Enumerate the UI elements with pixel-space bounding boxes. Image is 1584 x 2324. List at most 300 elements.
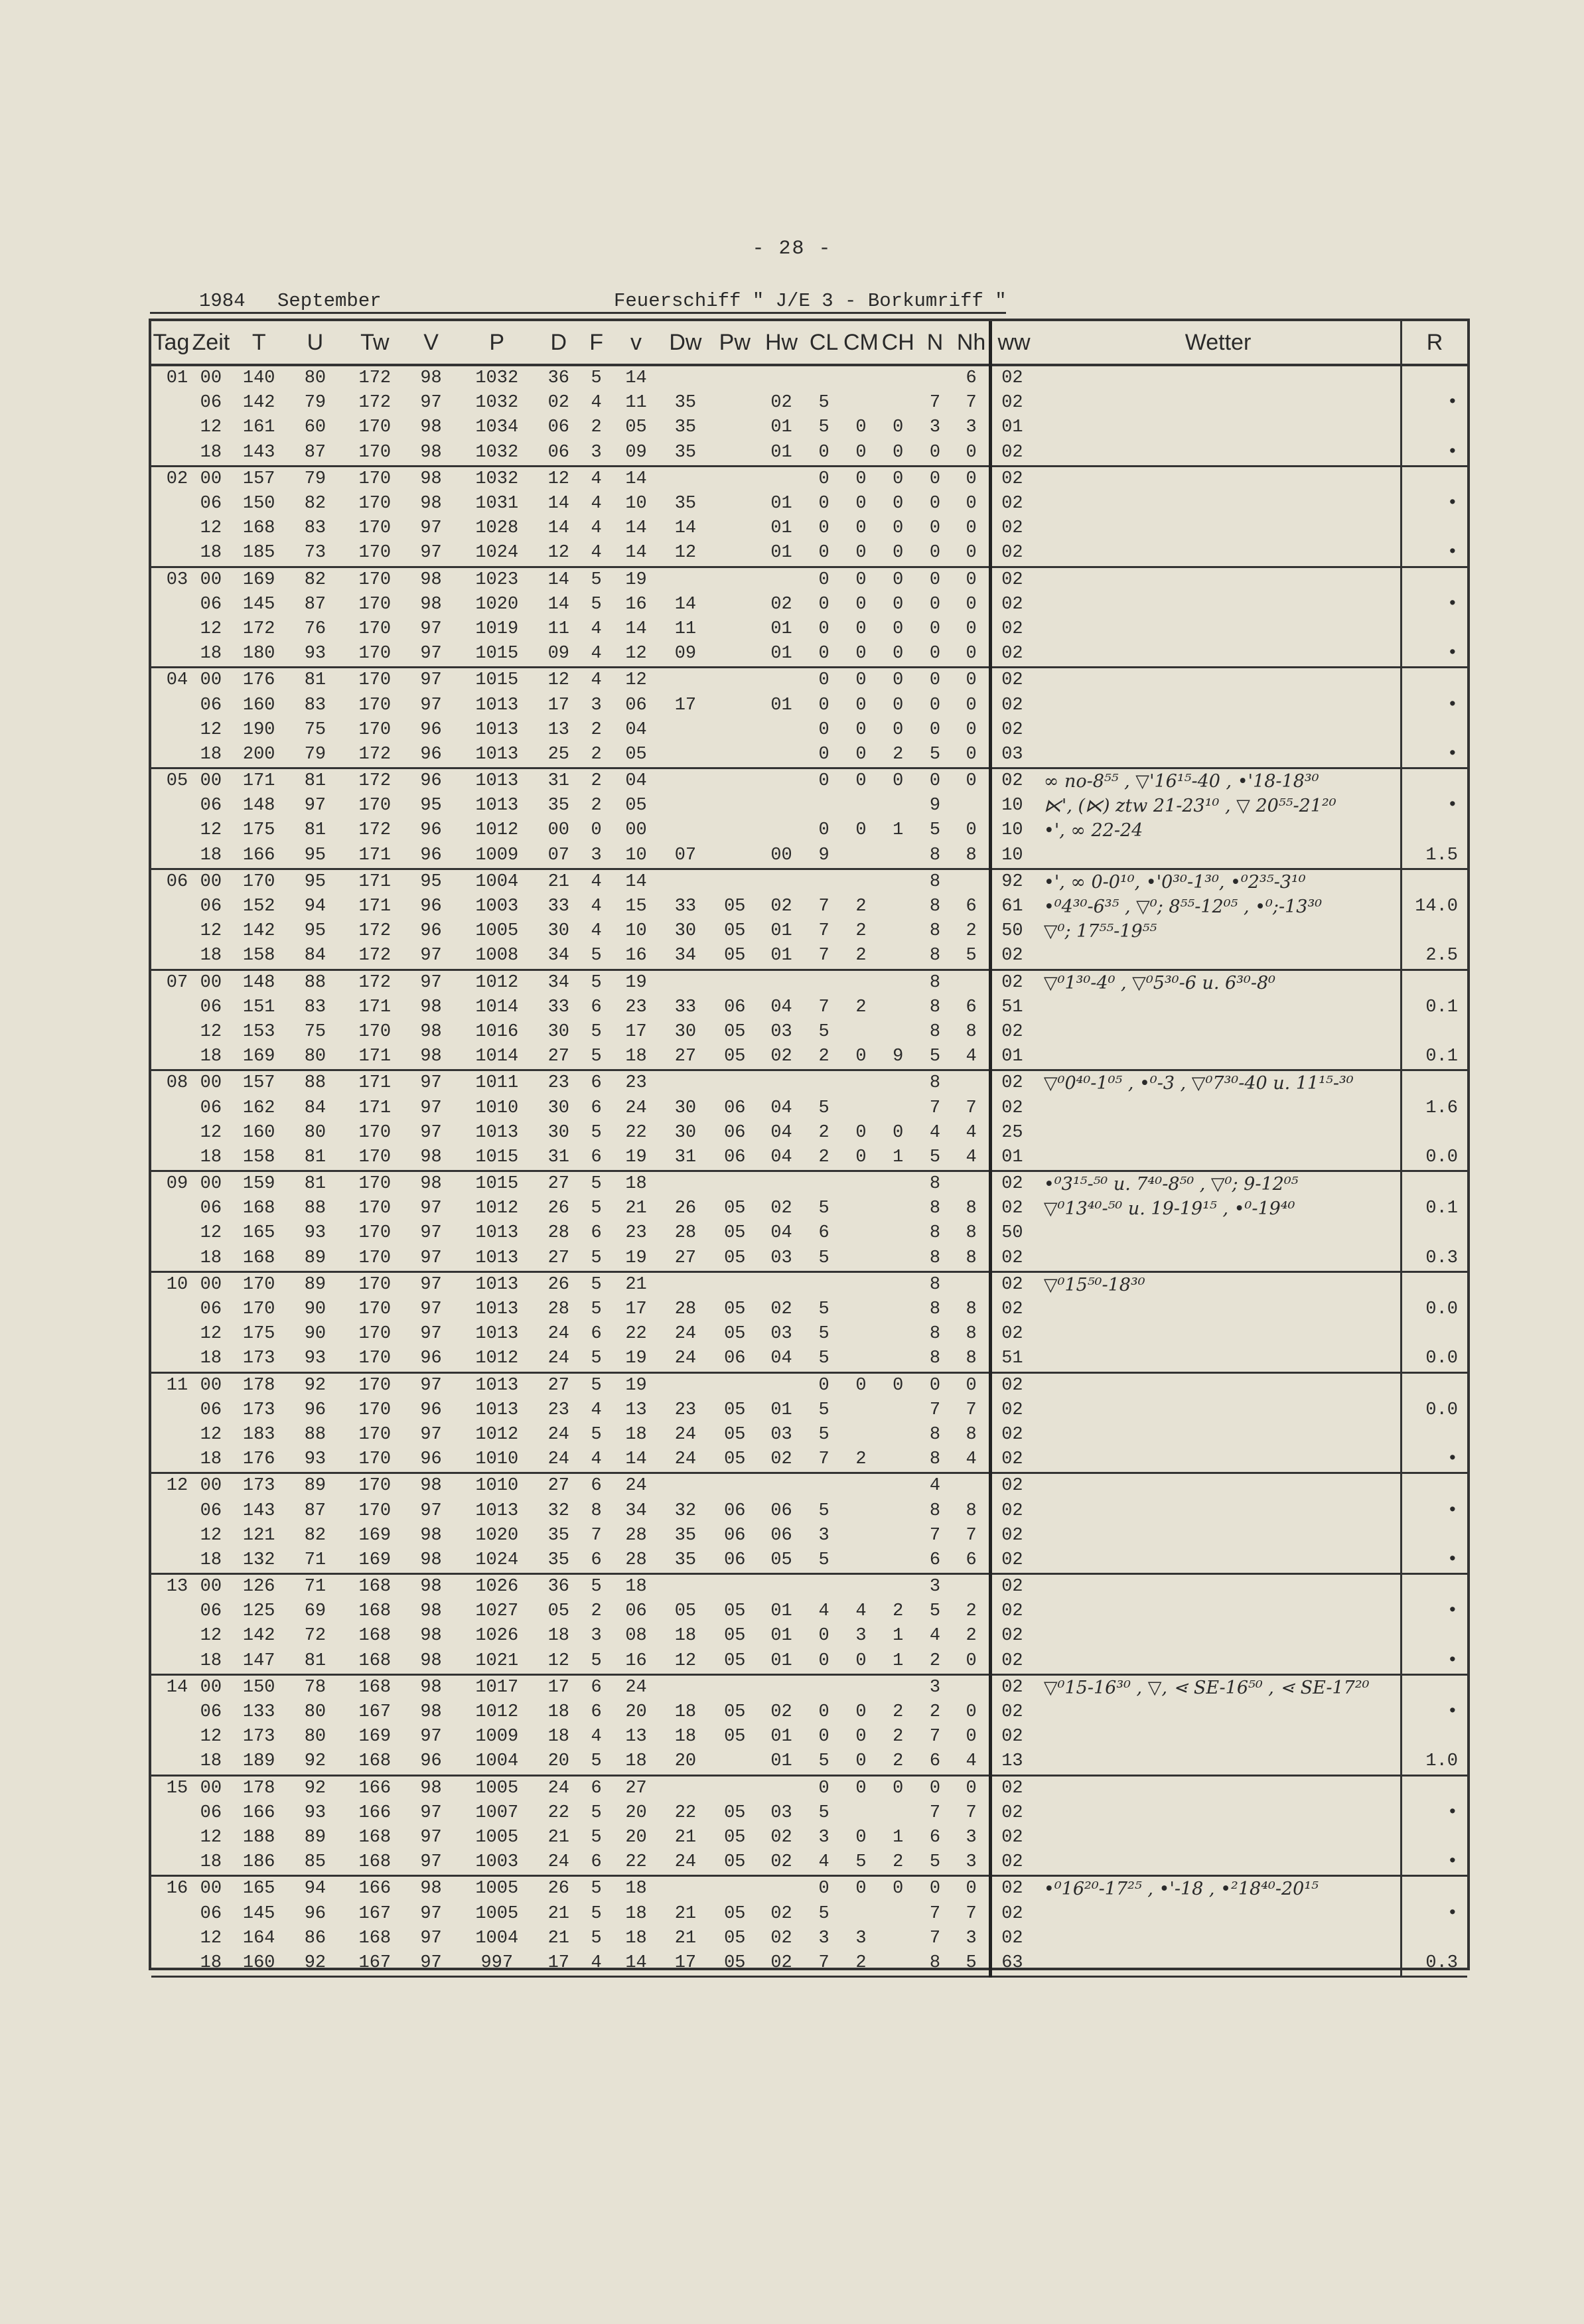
cell-nh: 5 [954, 944, 991, 970]
cell-f: 5 [591, 1375, 602, 1396]
cell-v-small: 18 [625, 1879, 647, 1899]
cell-nh: 0 [966, 1702, 977, 1723]
cell-cm: 0 [855, 569, 867, 590]
cell-zeit: 18 [191, 1045, 231, 1070]
cell-tag [151, 944, 191, 970]
cell-v: 97 [420, 518, 442, 539]
table-row [151, 1775, 1467, 1801]
cell-zeit: 00 [200, 1073, 222, 1094]
cell-f: 7 [591, 1525, 602, 1546]
cell-dw [659, 718, 713, 743]
cell-dw: 18 [674, 1626, 697, 1646]
cell-pw: 06 [724, 1098, 746, 1118]
cell-u: 89 [287, 1246, 344, 1272]
cell-n: 0 [929, 1778, 941, 1798]
cell-d: 31 [538, 1145, 579, 1171]
table-row [151, 1951, 1467, 1977]
cell-tw: 170 [358, 695, 392, 715]
cell-v: 97 [420, 1903, 442, 1924]
cell-f: 4 [591, 393, 602, 413]
cell-d: 06 [547, 417, 569, 438]
cell-ww: 02 [991, 1649, 1036, 1675]
cell-wetter [1036, 1951, 1402, 1977]
cell-p: 1003 [456, 1850, 538, 1876]
cell-v: 98 [420, 1525, 442, 1546]
cell-u: 75 [304, 719, 326, 740]
cell-u: 83 [304, 518, 326, 539]
cell-r [1402, 1171, 1467, 1197]
cell-dw: 24 [674, 1324, 697, 1344]
cell-hw: 01 [770, 1601, 792, 1622]
cell-pw [712, 593, 757, 617]
cell-ww: 01 [991, 1145, 1036, 1171]
cell-tw: 170 [358, 1400, 392, 1420]
cell-p: 1005 [475, 1778, 519, 1798]
cell-p: 1026 [475, 1577, 519, 1597]
cell-tw: 168 [358, 1827, 392, 1848]
cell-v: 98 [420, 997, 442, 1017]
cell-tw: 170 [358, 594, 392, 615]
cell-v: 97 [406, 1246, 455, 1272]
cell-v: 96 [420, 921, 442, 942]
cell-v: 98 [420, 417, 442, 438]
cell-r [1402, 1221, 1467, 1246]
cell-pw [712, 567, 757, 593]
cell-wetter: ▽⁰1³⁰-4⁰ , ▽⁰5³⁰-6 u. 6³⁰-8⁰ [1043, 972, 1275, 993]
cell-cm [843, 1801, 880, 1826]
cell-cm [843, 1473, 880, 1499]
cell-wetter [1036, 1700, 1402, 1725]
cell-tag [151, 1398, 191, 1423]
cell-d: 24 [538, 1447, 579, 1473]
cell-d: 23 [547, 1400, 569, 1420]
cell-pw: 06 [712, 1346, 757, 1372]
cell-cl: 0 [818, 518, 829, 539]
cell-cm: 0 [843, 642, 880, 668]
cell-t: 164 [242, 1928, 275, 1948]
cell-nh: 0 [966, 1879, 977, 1899]
cell-ch [879, 919, 916, 944]
cell-f: 2 [591, 417, 602, 438]
cell-cl: 0 [818, 695, 829, 715]
cell-nh: 4 [954, 1045, 991, 1070]
cell-ww: 50 [991, 1221, 1036, 1246]
cell-p: 1015 [475, 1174, 519, 1195]
cell-ch [879, 794, 916, 818]
cell-hw: 02 [770, 1827, 792, 1848]
cell-hw: 02 [757, 1447, 805, 1473]
cell-dw: 17 [674, 695, 697, 715]
cell-d: 35 [547, 1525, 569, 1546]
cell-dw: 14 [674, 518, 697, 539]
cell-t: 189 [231, 1749, 287, 1775]
cell-p: 1013 [475, 1274, 519, 1295]
cell-v-small: 14 [625, 871, 647, 892]
cell-ch [879, 944, 916, 970]
cell-wetter [1036, 593, 1402, 617]
cell-ww: 10 [991, 843, 1036, 869]
table-row [151, 391, 1467, 415]
cell-u: 75 [304, 1021, 326, 1042]
cell-cl: 0 [806, 541, 843, 567]
table-row [151, 1171, 1467, 1197]
cell-d: 02 [547, 393, 569, 413]
cell-pw [712, 1876, 757, 1902]
cell-d: 11 [547, 618, 569, 639]
cell-cm: 0 [855, 518, 867, 539]
cell-tag [151, 919, 191, 944]
cell-hw [757, 365, 805, 391]
cell-ww: 02 [991, 1171, 1036, 1197]
cell-tag [151, 1145, 191, 1171]
cell-tag [151, 1297, 191, 1322]
cell-v: 98 [420, 1476, 442, 1496]
table-row [151, 1121, 1467, 1145]
cell-v-small: 14 [625, 618, 647, 639]
cell-hw: 04 [770, 997, 792, 1017]
cell-pw [712, 365, 757, 391]
cell-v-small: 28 [625, 1525, 647, 1546]
cell-f: 5 [579, 1246, 614, 1272]
cell-f: 5 [591, 1424, 602, 1445]
cell-ww: 10 [991, 794, 1036, 818]
cell-tag [151, 415, 191, 440]
cell-nh: 7 [966, 393, 977, 413]
cell-n: 0 [929, 594, 941, 615]
cell-hw: 02 [770, 897, 792, 917]
cell-f: 5 [591, 594, 602, 615]
cell-t: 126 [242, 1577, 275, 1597]
cell-d: 05 [547, 1601, 569, 1622]
cell-f: 5 [591, 1827, 602, 1848]
cell-ch [879, 1801, 916, 1826]
cell-hw: 03 [770, 1021, 792, 1042]
cell-hw: 02 [770, 1903, 792, 1924]
cell-u: 71 [304, 1577, 326, 1597]
cell-t: 143 [231, 441, 287, 467]
cell-f: 4 [591, 897, 602, 917]
cell-u: 93 [287, 1447, 344, 1473]
cell-wetter [1036, 1826, 1402, 1850]
cell-v-small: 18 [625, 1903, 647, 1924]
cell-cm [843, 1322, 880, 1346]
cell-cl: 3 [818, 1827, 829, 1848]
cell-ww: 02 [991, 1524, 1036, 1548]
cell-tw: 170 [343, 541, 406, 567]
cell-n: 7 [929, 1802, 941, 1823]
cell-n: 7 [929, 1400, 941, 1420]
cell-r: • [1402, 1447, 1467, 1473]
cell-wetter: ▽⁰; 17⁵⁵-19⁵⁵ [1043, 921, 1157, 942]
cell-wetter [1036, 1574, 1402, 1600]
cell-pw: 05 [712, 1850, 757, 1876]
cell-pw [712, 441, 757, 467]
cell-dw: 07 [659, 843, 713, 869]
cell-v-small: 04 [625, 719, 647, 740]
cell-dw: 28 [674, 1299, 697, 1320]
cell-v-small: 17 [625, 1299, 647, 1320]
table-row [151, 1070, 1467, 1096]
cell-f: 3 [579, 843, 614, 869]
cell-dw: 34 [659, 944, 713, 970]
cell-dw: 14 [674, 594, 697, 615]
cell-wetter [1036, 1624, 1402, 1648]
cell-v-small: 22 [613, 1850, 658, 1876]
cell-ww: 02 [991, 1423, 1036, 1447]
cell-ch: 9 [879, 1045, 916, 1070]
cell-pw [712, 541, 757, 567]
cell-t: 157 [242, 1073, 275, 1094]
cell-p: 1017 [475, 1677, 519, 1698]
cell-r: 1.5 [1402, 843, 1467, 869]
cell-v: 98 [420, 569, 442, 590]
cell-hw [757, 1372, 805, 1398]
cell-d: 06 [538, 441, 579, 467]
cell-t: 159 [242, 1174, 275, 1195]
cell-f: 4 [591, 1727, 602, 1747]
cell-ww: 02 [991, 970, 1036, 995]
table-row [151, 743, 1467, 768]
cell-cl: 5 [818, 1424, 829, 1445]
cell-pw [712, 1171, 757, 1197]
cell-cl [806, 1574, 843, 1600]
cell-dw: 35 [659, 441, 713, 467]
cell-ww: 02 [991, 1197, 1036, 1221]
cell-r [1402, 415, 1467, 440]
cell-p: 1013 [475, 771, 519, 792]
cell-n [916, 365, 954, 391]
cell-d: 14 [547, 494, 569, 514]
cell-tw: 170 [358, 796, 392, 816]
cell-ch [879, 1473, 916, 1499]
cell-cm: 0 [855, 618, 867, 639]
cell-hw: 04 [770, 1122, 792, 1143]
cell-ch: 0 [893, 594, 904, 615]
cell-u: 81 [304, 820, 326, 841]
cell-f: 2 [579, 743, 614, 768]
cell-p: 1004 [475, 871, 519, 892]
cell-ww: 02 [991, 1674, 1036, 1700]
table-row [151, 1649, 1467, 1675]
cell-ww: 02 [991, 1850, 1036, 1876]
cell-v-small: 24 [625, 1677, 647, 1698]
cell-pw: 06 [724, 997, 746, 1017]
cell-v: 96 [406, 843, 455, 869]
cell-p: 1004 [475, 1928, 519, 1948]
cell-pw [712, 1749, 757, 1775]
cell-u: 92 [304, 1375, 326, 1396]
cell-u: 79 [304, 393, 326, 413]
cell-r: • [1402, 1901, 1467, 1926]
cell-pw: 05 [724, 1928, 746, 1948]
cell-hw: 03 [770, 1324, 792, 1344]
cell-cl: 5 [806, 1749, 843, 1775]
cell-pw [712, 818, 757, 843]
cell-v: 96 [406, 1749, 455, 1775]
cell-cm: 0 [855, 1778, 867, 1798]
cell-f: 3 [591, 695, 602, 715]
table-row [151, 365, 1467, 391]
cell-v-small: 27 [625, 1778, 647, 1798]
cell-t: 158 [231, 1145, 287, 1171]
cell-f: 4 [591, 871, 602, 892]
cell-ch [879, 1197, 916, 1221]
cell-ww: 02 [991, 718, 1036, 743]
cell-f: 5 [579, 1346, 614, 1372]
cell-nh: 0 [966, 719, 977, 740]
cell-zeit: 00 [200, 972, 222, 993]
cell-cm [843, 1221, 880, 1246]
cell-zeit: 06 [200, 1802, 222, 1823]
cell-dw [659, 1271, 713, 1297]
cell-ww: 02 [991, 693, 1036, 717]
cell-dw [659, 743, 713, 768]
cell-cm: 0 [855, 1375, 867, 1396]
cell-nh: 7 [966, 1802, 977, 1823]
cell-n: 8 [916, 1951, 954, 1977]
cell-f: 4 [591, 921, 602, 942]
cell-hw [757, 869, 805, 895]
cell-zeit: 12 [200, 1727, 222, 1747]
cell-ww: 02 [991, 492, 1036, 516]
cell-v-small: 16 [613, 944, 658, 970]
cell-nh [954, 1574, 991, 1600]
cell-wetter: •⁰3¹⁵-⁵⁰ u. 7⁴⁰-8⁵⁰ , ▽⁰; 9-12⁰⁵ [1043, 1174, 1299, 1195]
cell-wetter: •⁰4³⁰-6³⁵ , ▽⁰; 8⁵⁵-12⁰⁵ , •⁰;-13³⁰ [1043, 897, 1323, 918]
cell-zeit: 12 [200, 417, 222, 438]
cell-wetter [1036, 693, 1402, 717]
cell-nh: 0 [954, 642, 991, 668]
cell-ww: 02 [991, 1826, 1036, 1850]
cell-hw [757, 768, 805, 794]
cell-v: 97 [420, 1928, 442, 1948]
cell-pw: 05 [724, 1702, 746, 1723]
cell-u: 84 [304, 1098, 326, 1118]
cell-v-small: 19 [613, 1145, 658, 1171]
cell-pw: 05 [724, 1021, 746, 1042]
cell-n: 5 [916, 1850, 954, 1876]
cell-n: 0 [929, 719, 941, 740]
cell-n: 8 [929, 1299, 941, 1320]
cell-t: 173 [242, 1476, 275, 1496]
cell-n: 8 [916, 944, 954, 970]
cell-cm: 0 [855, 417, 867, 438]
cell-dw: 20 [659, 1749, 713, 1775]
cell-hw [757, 1775, 805, 1801]
cell-f: 6 [591, 1223, 602, 1244]
cell-ch: 0 [893, 695, 904, 715]
table-row [151, 1447, 1467, 1473]
cell-cl: 5 [818, 1802, 829, 1823]
cell-p: 1027 [475, 1601, 519, 1622]
cell-wetter [1036, 1801, 1402, 1826]
cell-n: 0 [929, 618, 941, 639]
cell-d: 21 [547, 871, 569, 892]
cell-ww: 02 [991, 567, 1036, 593]
cell-f: 3 [579, 441, 614, 467]
cell-p: 1032 [475, 368, 519, 389]
cell-cl: 5 [818, 1198, 829, 1219]
cell-ww: 25 [991, 1121, 1036, 1145]
cell-cl: 3 [818, 1928, 829, 1948]
table-row [151, 718, 1467, 743]
cell-ch [879, 843, 916, 869]
cell-ww: 02 [991, 617, 1036, 642]
cell-nh: 0 [966, 1727, 977, 1747]
cell-ww: 10 [991, 818, 1036, 843]
cell-hw [757, 1271, 805, 1297]
cell-u: 95 [304, 921, 326, 942]
cell-cm: 2 [855, 921, 867, 942]
cell-r [1402, 567, 1467, 593]
cell-t: 132 [231, 1548, 287, 1574]
cell-t: 180 [231, 642, 287, 668]
col-header-v-small: v [613, 321, 658, 365]
cell-v: 97 [406, 541, 455, 567]
cell-f: 5 [591, 1299, 602, 1320]
cell-wetter [1036, 516, 1402, 541]
cell-r [1402, 668, 1467, 693]
cell-wetter [1036, 718, 1402, 743]
cell-r [1402, 1775, 1467, 1801]
cell-tw: 170 [358, 1122, 392, 1143]
cell-t: 170 [242, 871, 275, 892]
cell-wetter: ▽⁰0⁴⁰-1⁰⁵ , •⁰-3 , ▽⁰7³⁰-40 u. 11¹⁵-³⁰ [1043, 1073, 1354, 1094]
cell-u: 87 [304, 1500, 326, 1521]
cell-u: 76 [304, 618, 326, 639]
cell-tag [151, 1725, 191, 1749]
cell-cm: 0 [855, 1702, 867, 1723]
cell-ww: 02 [991, 1700, 1036, 1725]
cell-v-small: 19 [625, 972, 647, 993]
cell-cm [843, 1548, 880, 1574]
cell-p: 1012 [475, 820, 519, 841]
cell-v: 97 [420, 1727, 442, 1747]
cell-nh: 7 [966, 1098, 977, 1118]
cell-hw: 03 [757, 1246, 805, 1272]
cell-wetter [1036, 1599, 1402, 1624]
table-row [151, 1346, 1467, 1372]
cell-v-small: 12 [613, 642, 658, 668]
cell-tw: 166 [358, 1778, 392, 1798]
cell-r [1402, 1524, 1467, 1548]
cell-cm: 2 [843, 944, 880, 970]
cell-hw: 01 [770, 417, 792, 438]
cell-wetter [1036, 1447, 1402, 1473]
cell-ch [879, 1574, 916, 1600]
cell-wetter [1036, 617, 1402, 642]
cell-cl: 0 [818, 719, 829, 740]
cell-wetter: ⋉', (⋉) ztw 21-23¹⁰ , ▽ 20⁵⁵-21²⁰ [1043, 796, 1336, 817]
cell-cm [843, 869, 880, 895]
col-header-tw: Tw [343, 321, 406, 365]
cell-tag [151, 1599, 191, 1624]
cell-v-small: 14 [625, 518, 647, 539]
cell-wetter [1036, 743, 1402, 768]
cell-cm: 0 [843, 743, 880, 768]
cell-pw: 05 [724, 1324, 746, 1344]
cell-nh [954, 794, 991, 818]
cell-t: 145 [242, 594, 275, 615]
cell-n: 8 [929, 1424, 941, 1445]
cell-ch [879, 1271, 916, 1297]
cell-t: 173 [242, 1400, 275, 1420]
cell-wetter [1036, 1423, 1402, 1447]
cell-zeit: 06 [200, 796, 222, 816]
cell-d: 12 [538, 541, 579, 567]
cell-ww: 02 [991, 1473, 1036, 1499]
table-row [151, 1624, 1467, 1648]
